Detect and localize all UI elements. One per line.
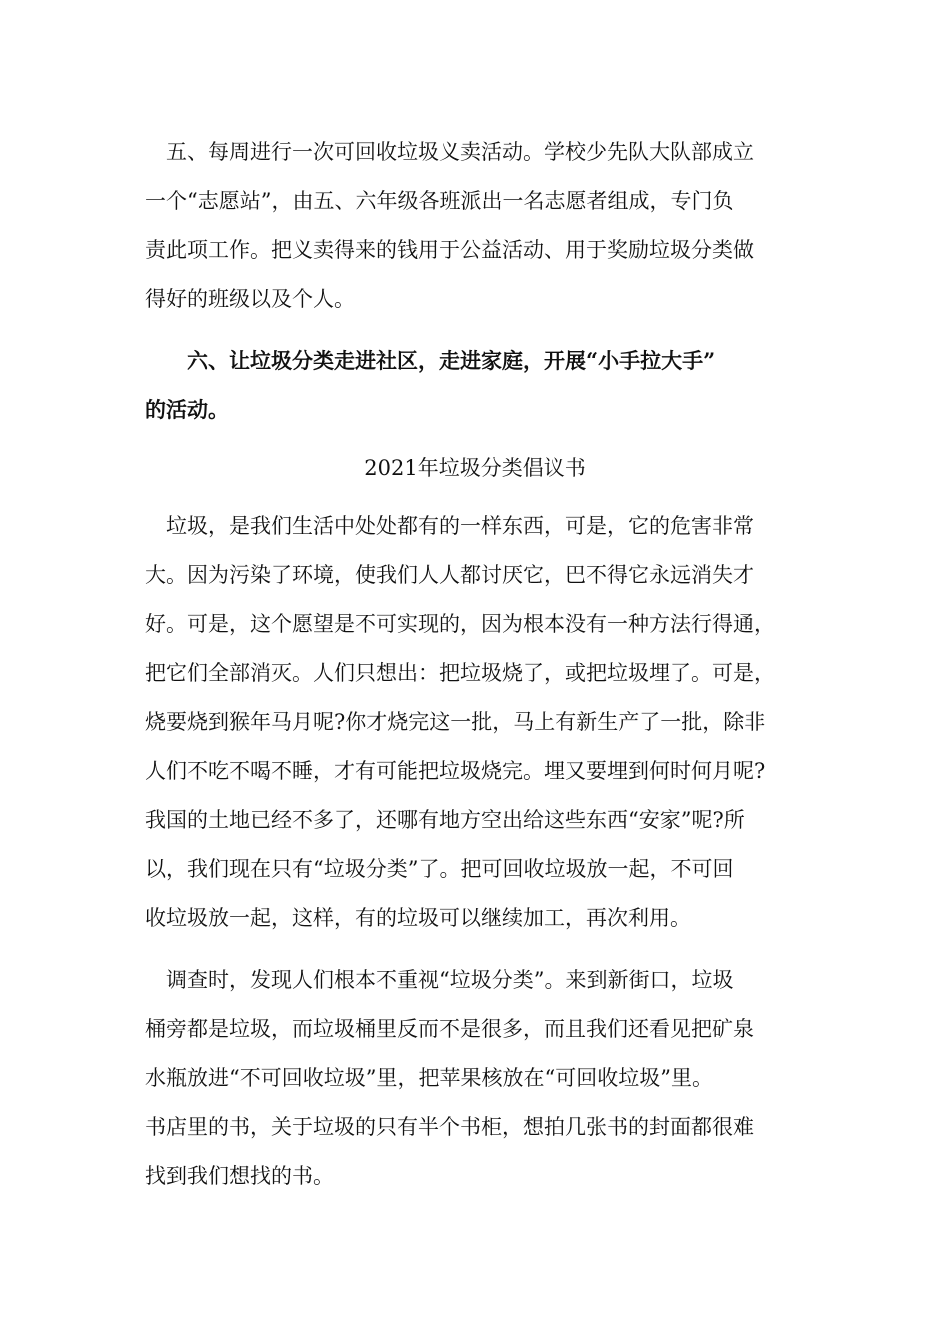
text-line: 我国的土地已经不多了，还哪有地方空出给这些东西“安家”呢?所 xyxy=(145,808,745,832)
heading-line: 的活动。 xyxy=(145,397,229,422)
text-line: 书店里的书，关于垃圾的只有半个书柜，想拍几张书的封面都很难 xyxy=(145,1115,754,1139)
text-line: 烧要烧到猴年马月呢?你才烧完这一批，马上有新生产了一批，除非 xyxy=(145,710,766,734)
text-line: 得好的班级以及个人。 xyxy=(145,287,355,311)
text-line: 人们不吃不喝不睡，才有可能把垃圾烧完。埋又要埋到何时何月呢? xyxy=(145,759,766,783)
text-line: 把它们全部消灭。人们只想出：把垃圾烧了，或把垃圾埋了。可是， xyxy=(145,661,775,685)
text-line: 一个“志愿站”，由五、六年级各班派出一名志愿者组成，专门负 xyxy=(145,189,734,213)
text-line: 好。可是，这个愿望是不可实现的，因为根本没有一种方法行得通， xyxy=(145,612,775,636)
text-line: 找到我们想找的书。 xyxy=(145,1164,334,1188)
text-line: 以，我们现在只有“垃圾分类”了。把可回收垃圾放一起，不可回 xyxy=(145,857,734,881)
text-line: 收垃圾放一起，这样，有的垃圾可以继续加工，再次利用。 xyxy=(145,906,691,930)
heading-line: 六、让垃圾分类走进社区，走进家庭，开展“小手拉大手” xyxy=(145,348,716,373)
text-line: 责此项工作。把义卖得来的钱用于公益活动、用于奖励垃圾分类做 xyxy=(145,238,754,262)
text-line: 大。因为污染了环境，使我们人人都讨厌它，巴不得它永远消失才 xyxy=(145,563,754,587)
text-line: 调查时，发现人们根本不重视“垃圾分类”。来到新街口，垃圾 xyxy=(145,968,734,992)
document-title: 2021年垃圾分类倡议书 xyxy=(364,456,586,480)
text-line: 垃圾，是我们生活中处处都有的一样东西，可是，它的危害非常 xyxy=(145,514,754,538)
text-line: 桶旁都是垃圾，而垃圾桶里反而不是很多，而且我们还看见把矿泉 xyxy=(145,1017,754,1041)
text-line: 水瓶放进“不可回收垃圾”里，把苹果核放在“可回收垃圾”里。 xyxy=(145,1066,713,1090)
text-line: 五、每周进行一次可回收垃圾义卖活动。学校少先队大队部成立 xyxy=(145,140,754,164)
